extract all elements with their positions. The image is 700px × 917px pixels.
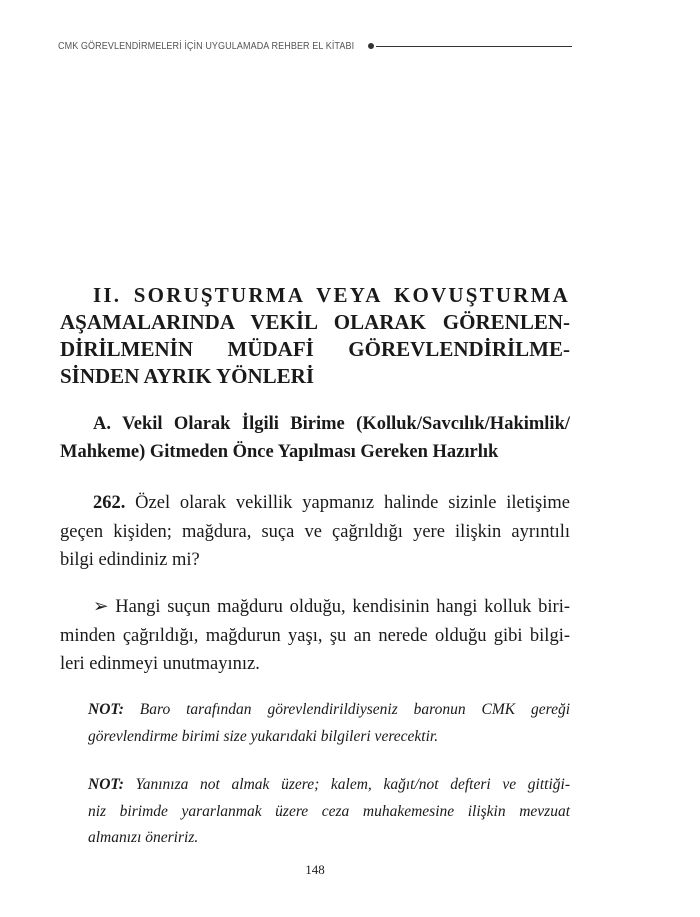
chapter-title-line: SİNDEN AYRIK YÖNLERİ xyxy=(60,364,315,388)
note-line xyxy=(88,697,570,724)
note-block xyxy=(88,772,570,852)
note-line: niz birimde yararlanmak üzere ceza muhakemesine ilişkin mevzuat xyxy=(88,802,570,820)
header-bullet-icon xyxy=(368,43,374,49)
section-heading xyxy=(60,410,570,466)
tip-line: leri edinmeyi unutmayınız. xyxy=(60,654,260,674)
note-text: Yanınıza not almak üzere; kalem, kağıt/not defteri ve gittiği- xyxy=(123,776,570,793)
tip-text: Hangi suçun mağduru olduğu, kendisinin hangi kolluk biri- xyxy=(108,597,570,617)
question-number: 262. xyxy=(93,493,126,513)
question-paragraph xyxy=(60,489,570,575)
arrow-bullet-icon: ➢ xyxy=(93,597,109,617)
header-rule xyxy=(376,46,572,47)
note-line: görevlendirme birimi size yukarıdaki bilgileri verecektir. xyxy=(88,727,439,745)
question-text: Özel olarak vekillik yapmanız halinde sizinle iletişime xyxy=(125,493,570,513)
note-label: NOT: xyxy=(88,776,124,793)
tip-line xyxy=(60,593,570,622)
question-line: bilgi edindiniz mi? xyxy=(60,550,200,570)
section-heading-line: A. Vekil Olarak İlgili Birime (Kolluk/Savcılık/Hakimlik/ xyxy=(93,414,570,434)
note-block xyxy=(88,697,570,750)
running-header xyxy=(58,38,572,54)
question-line xyxy=(60,489,570,518)
note-text: Baro tarafından görevlendirildiyseniz baronun CMK gereği xyxy=(123,701,570,718)
running-header-title: CMK GÖREVLENDİRMELERİ İÇİN UYGULAMADA REHBER EL KİTABI xyxy=(58,40,355,52)
note-label: NOT: xyxy=(88,701,124,718)
note-line xyxy=(88,772,570,799)
chapter-title-line: II. SORUŞTURMA VEYA KOVUŞTURMA xyxy=(93,283,570,307)
chapter-title xyxy=(60,282,570,390)
chapter-title-line: DİRİLMENİN MÜDAFİ GÖREVLENDİRİLME- xyxy=(60,337,570,361)
section-heading-line: Mahkeme) Gitmeden Önce Yapılması Gereken Hazırlık xyxy=(60,442,499,462)
note-line: almanızı öneririz. xyxy=(88,829,199,846)
chapter-title-line: AŞAMALARINDA VEKİL OLARAK GÖRENLEN- xyxy=(60,310,570,334)
question-line: geçen kişiden; mağdura, suça ve çağrıldığı yere ilişkin ayrıntılı xyxy=(60,521,570,542)
tip-paragraph xyxy=(60,593,570,679)
page-number: 148 xyxy=(305,862,325,877)
tip-line: minden çağrıldığı, mağdurun yaşı, şu an nerede olduğu gibi bilgi- xyxy=(60,625,570,646)
